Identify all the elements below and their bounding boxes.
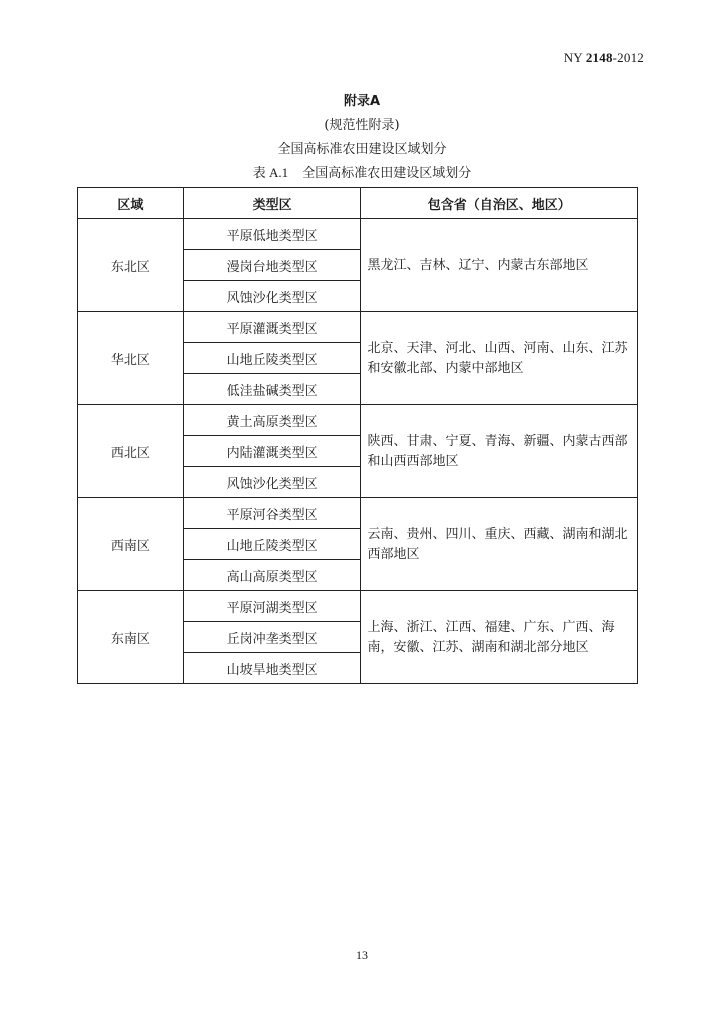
type-cell: 丘岗冲垄类型区 xyxy=(183,622,361,653)
type-cell: 黄土高原类型区 xyxy=(183,405,361,436)
appendix-type: (规范性附录) xyxy=(324,118,400,133)
type-cell: 山坡旱地类型区 xyxy=(183,653,361,684)
provinces-cell: 陕西、甘肃、宁夏、青海、新疆、内蒙古西部和山西西部地区 xyxy=(361,405,638,498)
region-table xyxy=(77,187,638,684)
provinces-cell: 北京、天津、河北、山西、河南、山东、江苏和安徽北部、内蒙中部地区 xyxy=(361,312,638,405)
type-cell: 平原灌溉类型区 xyxy=(183,312,361,343)
type-cell: 漫岗台地类型区 xyxy=(183,250,361,281)
header-provinces: 包含省（自治区、地区） xyxy=(361,188,638,219)
type-cell: 平原河湖类型区 xyxy=(183,591,361,622)
region-cell: 东北区 xyxy=(78,219,184,312)
page-number: 13 xyxy=(356,948,368,962)
standard-code xyxy=(564,50,644,66)
type-cell: 低洼盐碱类型区 xyxy=(183,374,361,405)
region-cell: 西北区 xyxy=(78,405,184,498)
type-cell: 高山高原类型区 xyxy=(183,560,361,591)
type-cell: 山地丘陵类型区 xyxy=(183,343,361,374)
table-caption-number: 表 A.1 xyxy=(252,165,289,180)
standard-code-number: 2148 xyxy=(585,50,613,65)
region-cell: 东南区 xyxy=(78,591,184,684)
type-cell: 风蚀沙化类型区 xyxy=(183,467,361,498)
appendix-title: 附录A xyxy=(343,94,381,109)
type-cell: 山地丘陵类型区 xyxy=(183,529,361,560)
standard-code-suffix: -2012 xyxy=(612,50,644,65)
appendix-subject: 全国高标准农田建设区域划分 xyxy=(277,142,447,157)
header-region: 区域 xyxy=(78,188,184,219)
region-cell: 华北区 xyxy=(78,312,184,405)
table-caption-text: 全国高标准农田建设区域划分 xyxy=(302,166,472,181)
table-row xyxy=(78,591,638,622)
table-row xyxy=(78,312,638,343)
table-row xyxy=(78,219,638,250)
table-row xyxy=(78,498,638,529)
type-cell: 平原河谷类型区 xyxy=(183,498,361,529)
table-row xyxy=(78,405,638,436)
table-header-row xyxy=(78,188,638,219)
type-cell: 内陆灌溉类型区 xyxy=(183,436,361,467)
provinces-cell: 上海、浙江、江西、福建、广东、广西、海南，安徽、江苏、湖南和湖北部分地区 xyxy=(361,591,638,684)
provinces-cell: 云南、贵州、四川、重庆、西藏、湖南和湖北西部地区 xyxy=(361,498,638,591)
type-cell: 风蚀沙化类型区 xyxy=(183,281,361,312)
provinces-cell: 黑龙江、吉林、辽宁、内蒙古东部地区 xyxy=(361,219,638,312)
table-caption xyxy=(0,162,724,181)
standard-code-prefix: NY xyxy=(563,50,586,65)
type-cell: 平原低地类型区 xyxy=(183,219,361,250)
header-type: 类型区 xyxy=(183,188,361,219)
region-cell: 西南区 xyxy=(78,498,184,591)
